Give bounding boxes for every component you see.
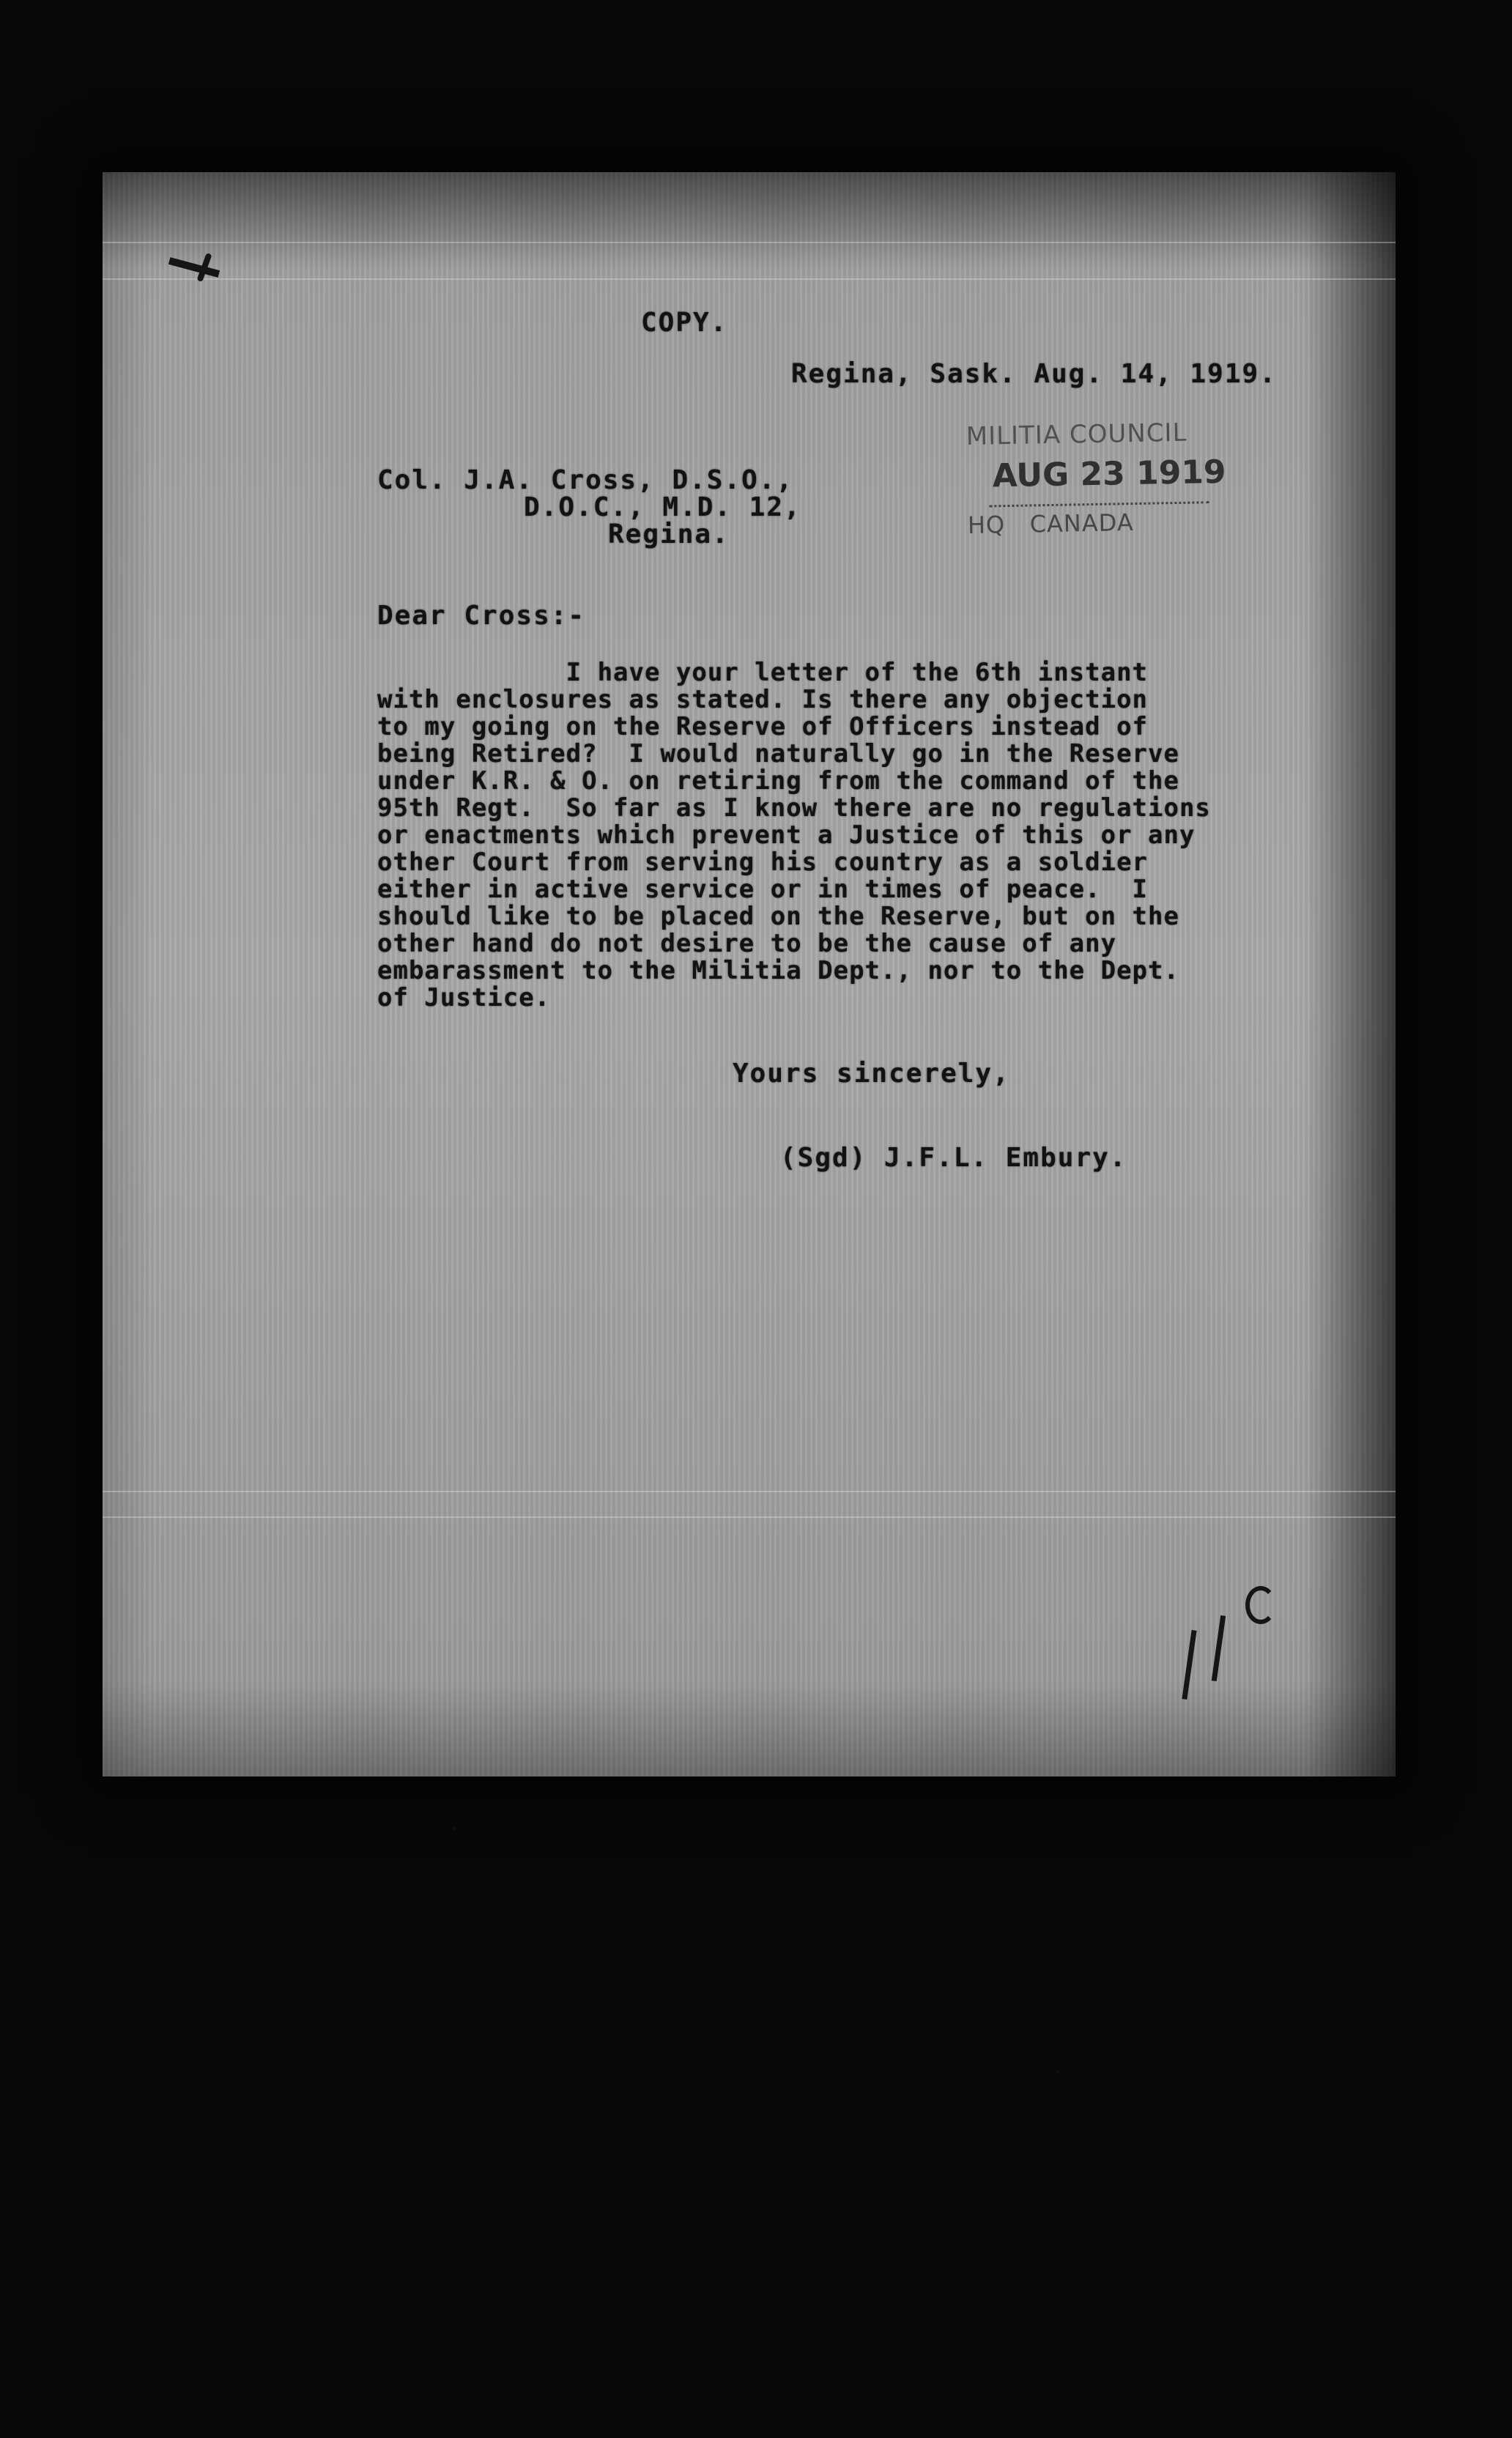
body-line: other Court from serving his country as a soldier [377, 848, 1149, 877]
stamp-dotted-rule [989, 501, 1209, 507]
pen-stroke [1245, 1586, 1276, 1624]
handwritten-page-number [1172, 1579, 1289, 1711]
salutation: Dear Cross:- [377, 601, 586, 631]
letter-body [377, 659, 1388, 1012]
body-line: being Retired? I would naturally go in the Reserve [377, 739, 1179, 768]
scan-streak [103, 278, 1396, 280]
stamp-office-line: MILITIA COUNCIL [966, 418, 1187, 451]
scan-streak [103, 1516, 1396, 1518]
body-line: of Justice. [377, 983, 551, 1012]
body-line: under K.R. & O. on retiring from the command of the [377, 766, 1179, 796]
scan-streak [103, 242, 1396, 243]
stamp-location-line: HQ CANADA [967, 508, 1134, 539]
recipient-name-line: Col. J.A. Cross, D.S.O., [377, 465, 794, 495]
body-line: either in active service or in times of peace. I [377, 875, 1149, 904]
body-line: or enactments which prevent a Justice of this or any [377, 820, 1196, 850]
document-page [103, 172, 1396, 1776]
body-line: should like to be placed on the Reserve, but on the [377, 902, 1179, 931]
body-line: other hand do not desire to be the cause of any [377, 929, 1117, 958]
letter-dateline: Regina, Sask. Aug. 14, 1919. [791, 359, 1277, 389]
body-line: embarassment to the Militia Dept., nor to the Dept. [377, 956, 1179, 985]
signature-line: (Sgd) J.F.L. Embury. [780, 1143, 1127, 1173]
body-line: with enclosures as stated. Is there any objection [377, 685, 1149, 714]
scan-streak [103, 1491, 1396, 1492]
body-line: to my going on the Reserve of Officers instead of [377, 712, 1149, 741]
received-stamp [944, 412, 1239, 563]
copy-heading: COPY. [641, 308, 728, 338]
pen-stroke [1182, 1630, 1196, 1700]
recipient-city-line: Regina. [608, 519, 730, 549]
pen-stroke [1212, 1615, 1226, 1681]
body-line: I have your letter of the 6th instant [377, 658, 1149, 687]
pen-stroke [168, 257, 220, 278]
stamp-date: AUG 23 1919 [992, 453, 1226, 495]
complimentary-close: Yours sincerely, [733, 1059, 1010, 1089]
body-line: 95th Regt. So far as I know there are no regulations [377, 793, 1211, 823]
handwritten-corner-mark [176, 238, 227, 297]
recipient-title-line: D.O.C., M.D. 12, [524, 492, 801, 522]
